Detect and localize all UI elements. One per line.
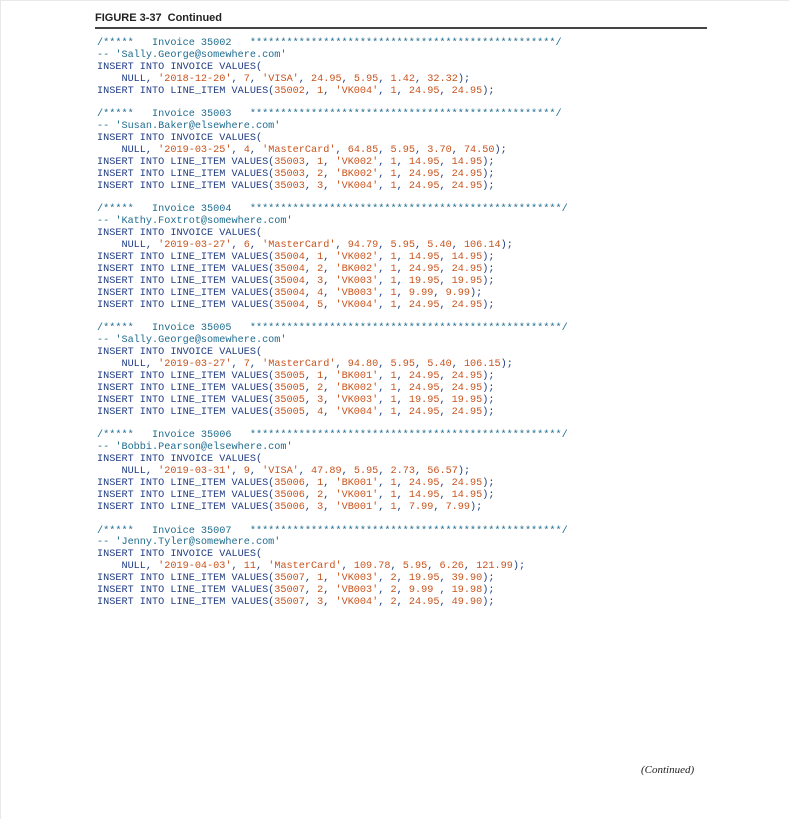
- invoice-block: [97, 38, 568, 97]
- line-item-statement: INSERT INTO LINE_ITEM VALUES(35005, 2, 'BK002', 1, 24.95, 24.95);: [97, 382, 495, 394]
- invoice-block: [97, 109, 568, 192]
- line-item-statement: INSERT INTO LINE_ITEM VALUES(35006, 1, 'BK001', 1, 24.95, 24.95);: [97, 477, 495, 489]
- customer-email-comment: -- 'Susan.Baker@elsewhere.com': [97, 121, 281, 133]
- insert-invoice-statement: INSERT INTO INVOICE VALUES(: [97, 228, 263, 240]
- line-item-statement: INSERT INTO LINE_ITEM VALUES(35003, 1, 'VK002', 1, 14.95, 14.95);: [97, 156, 495, 168]
- line-item-statement: INSERT INTO LINE_ITEM VALUES(35007, 2, 'VB003', 2, 9.99 , 19.98);: [97, 584, 495, 596]
- customer-email-comment: -- 'Sally.George@somewhere.com': [97, 49, 287, 61]
- insert-invoice-statement: INSERT INTO INVOICE VALUES(: [97, 133, 263, 145]
- invoice-header-comment: /***** Invoice 35005 ***************************************************/: [97, 323, 568, 335]
- invoice-header-comment: /***** Invoice 35003 **************************************************/: [97, 109, 562, 121]
- insert-invoice-statement: INSERT INTO INVOICE VALUES(: [97, 549, 263, 561]
- line-item-statement: INSERT INTO LINE_ITEM VALUES(35006, 2, 'VK001', 1, 14.95, 14.95);: [97, 489, 495, 501]
- invoice-values-line: NULL, '2019-04-03', 11, 'MasterCard', 109.78, 5.95, 6.26, 121.99);: [97, 561, 526, 573]
- figure-caption: Continued: [167, 12, 223, 24]
- line-item-statement: INSERT INTO LINE_ITEM VALUES(35004, 3, 'VK003', 1, 19.95, 19.95);: [97, 275, 495, 287]
- figure-label: FIGURE 3-37: [95, 12, 162, 24]
- customer-email-comment: -- 'Kathy.Foxtrot@somewhere.com': [97, 216, 293, 228]
- line-item-statement: INSERT INTO LINE_ITEM VALUES(35006, 3, 'VB001', 1, 7.99, 7.99);: [97, 501, 483, 513]
- invoice-block: [97, 323, 568, 418]
- line-item-statement: INSERT INTO LINE_ITEM VALUES(35004, 1, 'VK002', 1, 14.95, 14.95);: [97, 252, 495, 264]
- line-item-statement: INSERT INTO LINE_ITEM VALUES(35007, 1, 'VK003', 2, 19.95, 39.90);: [97, 573, 495, 585]
- invoice-header-comment: /***** Invoice 35004 ***************************************************/: [97, 204, 568, 216]
- invoice-values-line: NULL, '2018-12-20', 7, 'VISA', 24.95, 5.95, 1.42, 32.32);: [97, 73, 471, 85]
- line-item-statement: INSERT INTO LINE_ITEM VALUES(35002, 1, 'VK004', 1, 24.95, 24.95);: [97, 85, 495, 97]
- invoice-values-line: NULL, '2019-03-25', 4, 'MasterCard', 64.85, 5.95, 3.70, 74.50);: [97, 145, 507, 157]
- invoice-block: [97, 526, 568, 609]
- invoice-block: [97, 430, 568, 513]
- insert-invoice-statement: INSERT INTO INVOICE VALUES(: [97, 454, 263, 466]
- line-item-statement: INSERT INTO LINE_ITEM VALUES(35007, 3, 'VK004', 2, 24.95, 49.90);: [97, 596, 495, 608]
- line-item-statement: INSERT INTO LINE_ITEM VALUES(35004, 4, 'VB003', 1, 9.99, 9.99);: [97, 287, 483, 299]
- invoice-values-line: NULL, '2019-03-31', 9, 'VISA', 47.89, 5.95, 2.73, 56.57);: [97, 466, 471, 478]
- line-item-statement: INSERT INTO LINE_ITEM VALUES(35003, 2, 'BK002', 1, 24.95, 24.95);: [97, 168, 495, 180]
- invoice-header-comment: /***** Invoice 35007 ***************************************************/: [97, 525, 568, 537]
- line-item-statement: INSERT INTO LINE_ITEM VALUES(35003, 3, 'VK004', 1, 24.95, 24.95);: [97, 180, 495, 192]
- sql-code-listing: [97, 38, 568, 621]
- invoice-values-line: NULL, '2019-03-27', 7, 'MasterCard', 94.80, 5.95, 5.40, 106.15);: [97, 359, 513, 371]
- customer-email-comment: -- 'Sally.George@somewhere.com': [97, 335, 287, 347]
- continued-note: (Continued): [641, 764, 695, 776]
- insert-invoice-statement: INSERT INTO INVOICE VALUES(: [97, 347, 263, 359]
- insert-invoice-statement: INSERT INTO INVOICE VALUES(: [97, 61, 263, 73]
- customer-email-comment: -- 'Jenny.Tyler@somewhere.com': [97, 537, 281, 549]
- invoice-header-comment: /***** Invoice 35006 ***************************************************/: [97, 430, 568, 442]
- invoice-block: [97, 204, 568, 311]
- invoice-header-comment: /***** Invoice 35002 **************************************************/: [97, 38, 562, 49]
- figure-header: [95, 12, 707, 29]
- line-item-statement: INSERT INTO LINE_ITEM VALUES(35005, 1, 'BK001', 1, 24.95, 24.95);: [97, 370, 495, 382]
- line-item-statement: INSERT INTO LINE_ITEM VALUES(35005, 4, 'VK004', 1, 24.95, 24.95);: [97, 406, 495, 418]
- line-item-statement: INSERT INTO LINE_ITEM VALUES(35004, 5, 'VK004', 1, 24.95, 24.95);: [97, 299, 495, 311]
- line-item-statement: INSERT INTO LINE_ITEM VALUES(35005, 3, 'VK003', 1, 19.95, 19.95);: [97, 394, 495, 406]
- customer-email-comment: -- 'Bobbi.Pearson@elsewhere.com': [97, 442, 293, 454]
- line-item-statement: INSERT INTO LINE_ITEM VALUES(35004, 2, 'BK002', 1, 24.95, 24.95);: [97, 263, 495, 275]
- invoice-values-line: NULL, '2019-03-27', 6, 'MasterCard', 94.79, 5.95, 5.40, 106.14);: [97, 240, 513, 252]
